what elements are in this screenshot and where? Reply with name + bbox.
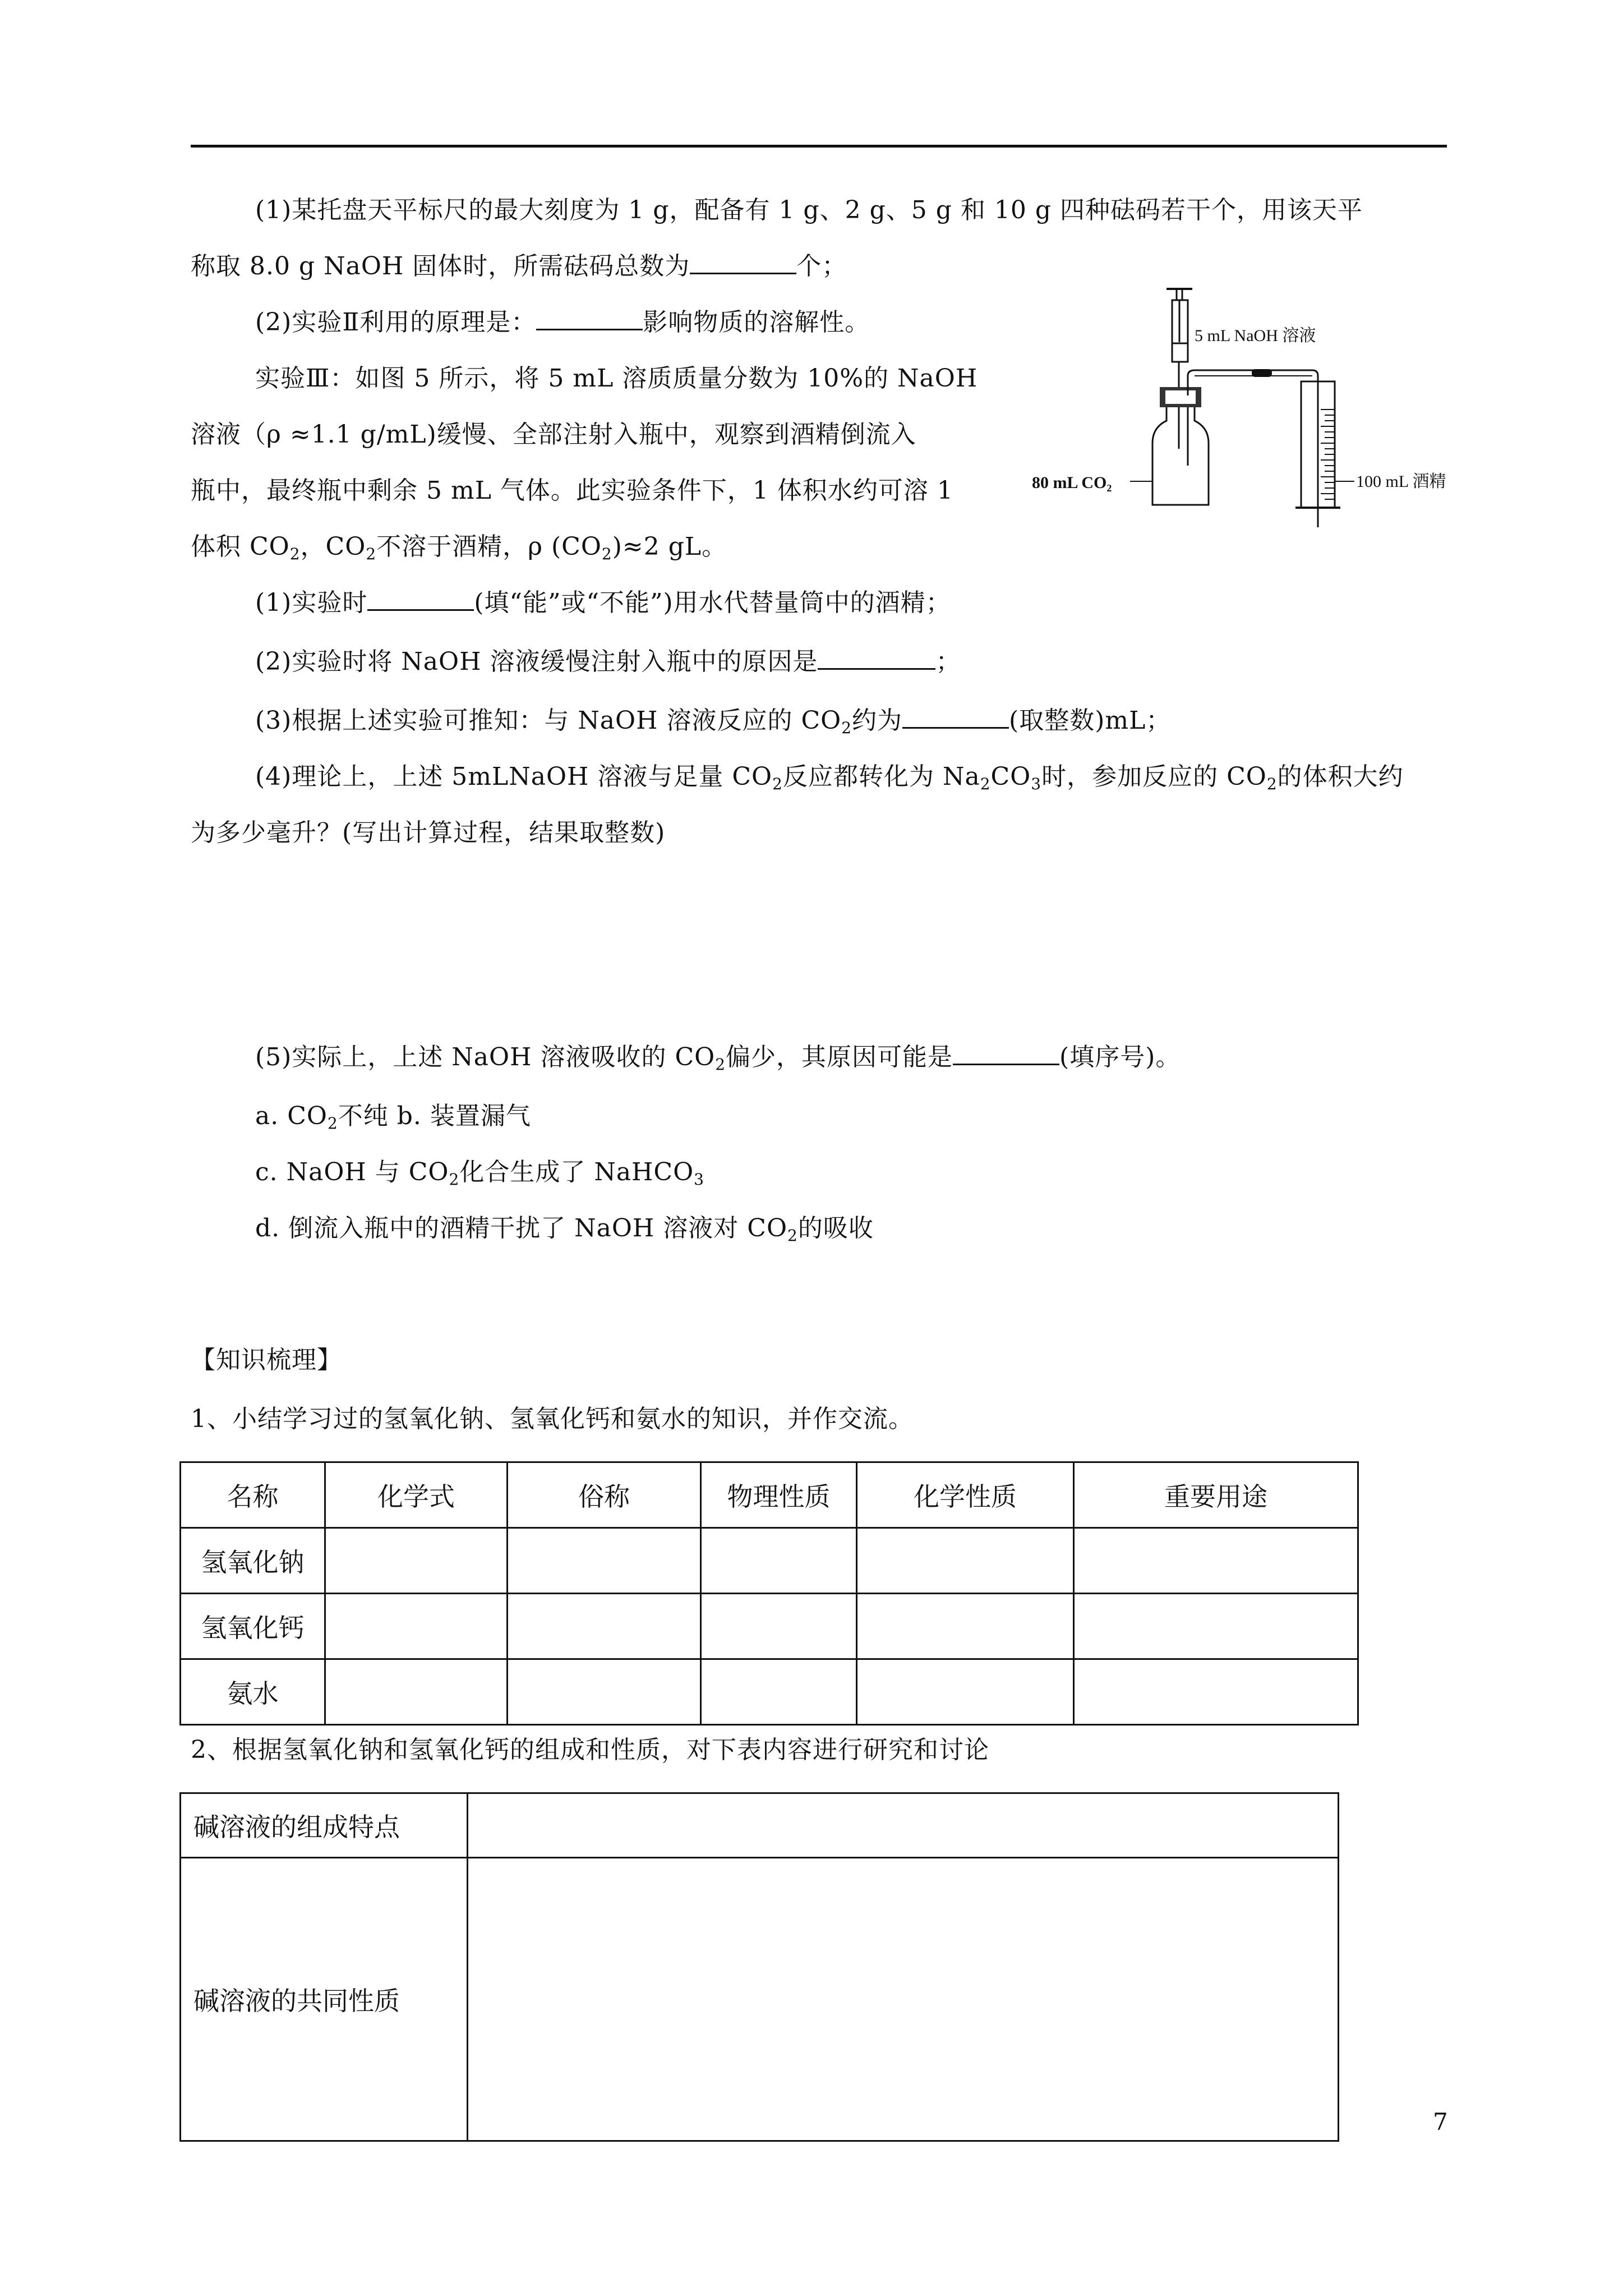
answer-blank[interactable] [953, 1041, 1059, 1065]
part-2-line: (2)实验时将 NaOH 溶液缓慢注射入瓶中的原因是 ； [255, 645, 961, 679]
question-1-line-1: (1)某托盘天平标尺的最大刻度为 1 g，配备有 1 g、2 g、5 g 和 10 g 四种砝码若干个，用该天平 [255, 196, 1363, 224]
part-3-line: (3)根据上述实验可推知：与 NaOH 溶液反应的 $CO_2$约为 (取整数)mL； [255, 704, 1171, 738]
table-row [181, 1659, 1358, 1725]
row-label: 氨水 [181, 1659, 325, 1725]
table-cell[interactable] [325, 1594, 508, 1659]
row-label: 氢氧化钙 [181, 1594, 325, 1659]
bottle-label: 80 mL CO₂ [1032, 473, 1112, 492]
table-row [181, 1528, 1358, 1594]
column-header: 俗称 [508, 1462, 701, 1528]
column-header: 名称 [181, 1462, 325, 1528]
alkali-discussion-table [179, 1792, 1339, 2142]
question-1-line-2: 称取 8.0 g NaOH 固体时，所需砝码总数为 个； [191, 250, 847, 283]
part-4-line-1: (4)理论上，上述 5mLNaOH 溶液与足量 $CO_2$反应都转化为 $Na_2CO_3$时，参加反应的 $CO_2$的体积大约 [255, 762, 1404, 793]
table-row [181, 1793, 1339, 1858]
option-d: d. 倒流入瓶中的酒精干扰了 NaOH 溶液对 $CO_2$的吸收 [255, 1214, 874, 1245]
row-label: 碱溶液的组成特点 [181, 1793, 468, 1858]
table-header-row [181, 1462, 1358, 1528]
row-label: 碱溶液的共同性质 [181, 1858, 468, 2141]
connecting-tube-icon [1188, 369, 1318, 527]
table-cell[interactable] [857, 1659, 1074, 1725]
option-a-b: a. $CO_2$不纯 b. 装置漏气 [255, 1102, 531, 1133]
table-cell[interactable] [325, 1659, 508, 1725]
cylinder-label: 100 mL 酒精 [1356, 472, 1446, 491]
table-cell[interactable] [468, 1858, 1339, 2141]
page-number: 7 [1433, 2108, 1448, 2136]
row-label: 氢氧化钠 [181, 1528, 325, 1594]
apparatus-figure [1032, 280, 1492, 527]
column-header: 化学式 [325, 1462, 508, 1528]
table-cell[interactable] [325, 1528, 508, 1594]
table-cell[interactable] [508, 1528, 701, 1594]
part-4-line-2: 为多少毫升？(写出计算过程，结果取整数) [191, 818, 666, 847]
syringe-label: 5 mL NaOH 溶液 [1195, 326, 1316, 345]
table-cell[interactable] [468, 1793, 1339, 1858]
table-cell[interactable] [1074, 1659, 1358, 1725]
option-c: c. NaOH 与 $CO_2$化合生成了 NaHCO$_3$ [255, 1158, 704, 1189]
experiment-3-line-2: 溶液（ρ ≈1.1 g/mL)缓慢、全部注射入瓶中，观察到酒精倒流入 [191, 420, 916, 449]
table-cell[interactable] [1074, 1528, 1358, 1594]
section-heading: 【知识梳理】 [191, 1346, 342, 1374]
knowledge-item-1: 1、小结学习过的氢氧化钠、氢氧化钙和氨水的知识，并作交流。 [191, 1405, 914, 1433]
table-row [181, 1594, 1358, 1659]
table-row [181, 1858, 1339, 2141]
part-1-line: (1)实验时 (填“能”或“不能”)用水代替量筒中的酒精； [255, 586, 951, 620]
part-5-line: (5)实际上，上述 NaOH 溶液吸收的 $CO_2$偏少，其原因可能是 (填序号)。 [255, 1041, 1181, 1074]
experiment-3-line-1: 实验Ⅲ：如图 5 所示，将 5 mL 溶质质量分数为 10%的 NaOH [255, 364, 978, 393]
answer-blank[interactable] [536, 306, 643, 330]
answer-blank[interactable] [902, 705, 1009, 729]
column-header: 重要用途 [1074, 1462, 1358, 1528]
gas-bottle-icon [1152, 387, 1209, 505]
knowledge-item-2: 2、根据氢氧化钠和氢氧化钙的组成和性质，对下表内容进行研究和讨论 [191, 1736, 989, 1764]
table-cell[interactable] [508, 1594, 701, 1659]
hydroxide-summary-table [179, 1461, 1359, 1726]
graduated-cylinder-icon [1295, 381, 1354, 508]
column-header: 物理性质 [701, 1462, 857, 1528]
answer-blank[interactable] [818, 646, 935, 670]
question-2-line: (2)实验Ⅱ利用的原理是： 影响物质的溶解性。 [255, 306, 870, 339]
answer-blank[interactable] [367, 587, 474, 611]
table-cell[interactable] [1074, 1594, 1358, 1659]
table-cell[interactable] [508, 1659, 701, 1725]
header-rule [191, 145, 1447, 148]
table-cell[interactable] [701, 1594, 857, 1659]
column-header: 化学性质 [857, 1462, 1074, 1528]
table-cell[interactable] [701, 1528, 857, 1594]
table-cell[interactable] [857, 1528, 1074, 1594]
experiment-3-line-4: 体积 $CO_2$，$CO_2$不溶于酒精，ρ $(CO_2)\approx 2$ gL。 [191, 532, 727, 563]
experiment-3-line-3: 瓶中，最终瓶中剩余 5 mL 气体。此实验条件下，1 体积水约可溶 1 [191, 476, 953, 505]
table-cell[interactable] [701, 1659, 857, 1725]
answer-blank[interactable] [690, 250, 796, 274]
table-cell[interactable] [857, 1594, 1074, 1659]
